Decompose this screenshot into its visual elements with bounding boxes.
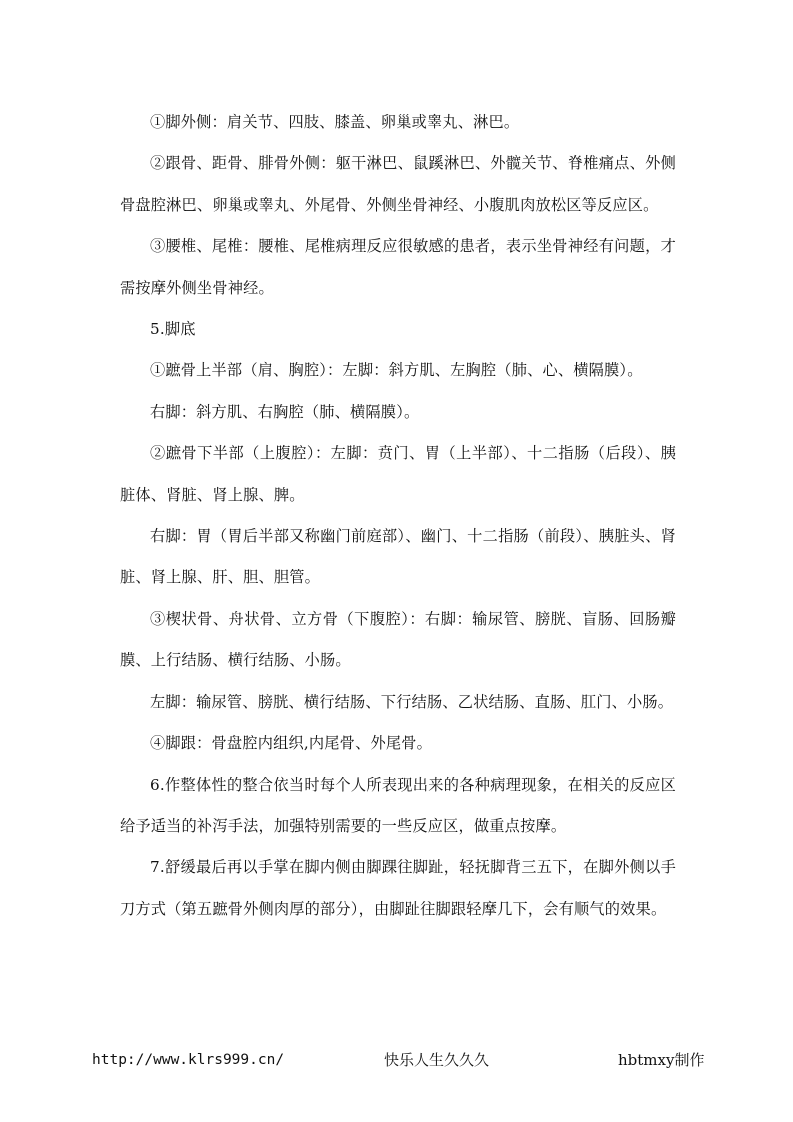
paragraph-heel: ④脚跟：骨盘腔内组织,内尾骨、外尾骨。 — [150, 734, 433, 753]
paragraph-soothing: 7.舒缓最后再以手掌在脚内侧由脚踝往脚趾，轻抚脚背三五下，在脚外侧以手刀方式（第五蹠骨外侧肉厚的部分），由脚趾往脚跟轻摩几下，会有顺气的效果。 — [120, 858, 676, 918]
footer-site-name: 快乐人生久久久 — [384, 1051, 490, 1069]
paragraph-upper-metatarsal-left: ①蹠骨上半部（肩、胸腔）：左脚：斜方肌、左胸腔（肺、心、横隔膜）。 — [150, 361, 643, 380]
paragraph-tarsal-right: ③楔状骨、舟状骨、立方骨（下腹腔）：右脚：输尿管、膀胱、盲肠、回肠瓣膜、上行结肠、横行结肠、小肠。 — [120, 609, 676, 670]
page-footer — [0, 1045, 793, 1075]
paragraph-outer-foot: ①脚外侧：肩关节、四肢、膝盖、卵巢或睾丸、淋巴。 — [150, 113, 520, 131]
paragraph-lower-metatarsal-right: 右脚：胃（胃后半部又称幽门前庭部）、幽门、十二指肠（前段）、胰脏头、肾脏、肾上腺、肝、胆、胆管。 — [120, 527, 676, 587]
paragraph-lower-metatarsal-left: ②蹠骨下半部（上腹腔）：左脚：贲门、胃（上半部）、十二指肠（后段）、胰脏体、肾脏、肾上腺、脾。 — [120, 444, 676, 504]
paragraph-heel-bones: ②跟骨、距骨、腓骨外侧：躯干淋巴、鼠蹊淋巴、外髋关节、脊椎痛点、外侧骨盘腔淋巴、卵巢或睾丸、外尾骨、外侧坐骨神经、小腹肌肉放松区等反应区。 — [120, 154, 676, 214]
paragraph-integration: 6.作整体性的整合依当时每个人所表现出来的各种病理现象，在相关的反应区给予适当的补泻手法，加强特别需要的一些反应区，做重点按摩。 — [120, 775, 676, 835]
footer-url-link[interactable]: http://www.klrs999.cn/ — [92, 1052, 285, 1068]
footer-credit: hbtmxy制作 — [618, 1051, 705, 1069]
section-heading-sole: 5.脚底 — [150, 320, 196, 339]
paragraph-tarsal-left: 左脚：输尿管、膀胱、横行结肠、下行结肠、乙状结肠、直肠、肛门、小肠。 — [150, 692, 674, 711]
paragraph-lumbar-coccyx: ③腰椎、尾椎：腰椎、尾椎病理反应很敏感的患者，表示坐骨神经有问题，才需按摩外侧坐骨神经。 — [120, 237, 676, 297]
document-body — [120, 102, 676, 930]
paragraph-upper-metatarsal-right: 右脚：斜方肌、右胸腔（肺、横隔膜）。 — [150, 402, 420, 421]
